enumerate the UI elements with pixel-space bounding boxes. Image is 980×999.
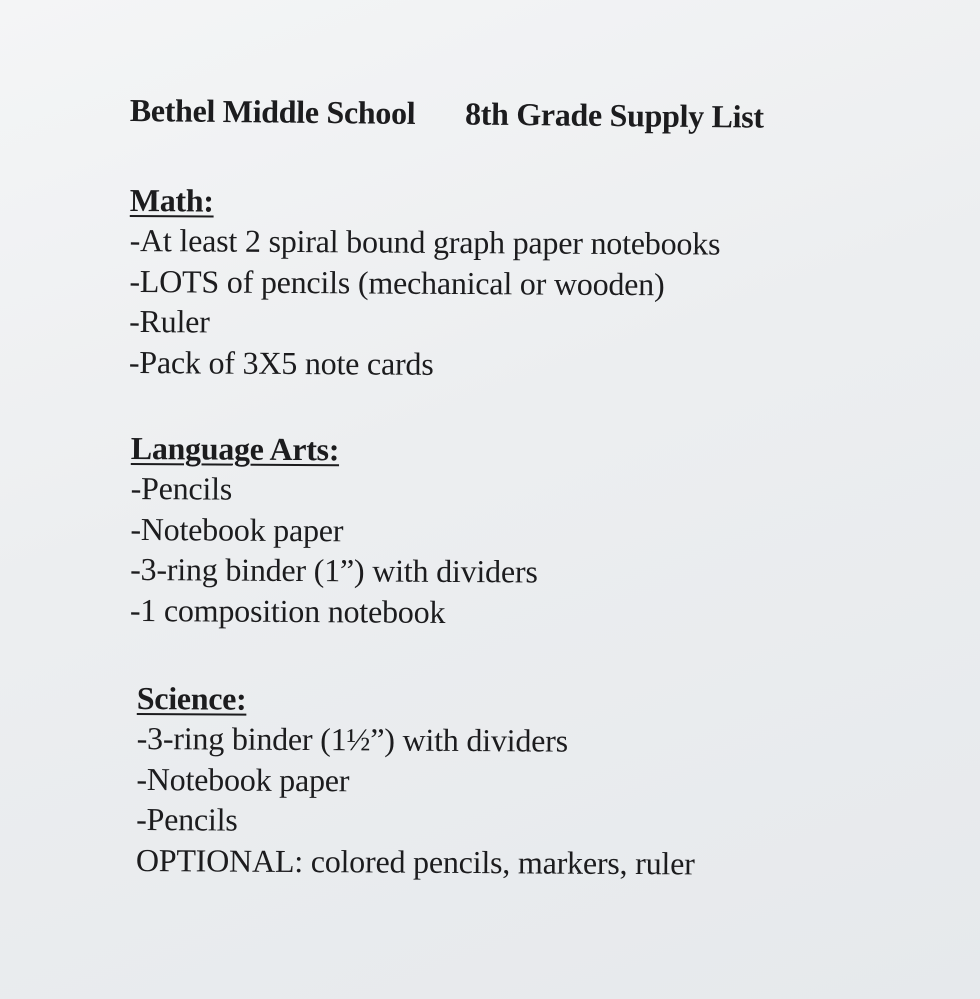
school-name: Bethel Middle School [129,92,416,131]
list-title: 8th Grade Supply List [464,95,764,135]
section-language-arts [130,428,539,632]
list-item: -1 composition notebook [129,591,446,630]
section-science [136,678,696,883]
math-item-list [129,220,721,386]
list-item: -Pack of 3X5 note cards [128,343,434,382]
list-item: -3-ring binder (1”) with dividers [130,550,538,590]
list-item: -3-ring binder (1½”) with dividers [136,719,569,759]
list-item: -Pencils [136,800,238,838]
section-title-language-arts: Language Arts: [130,429,340,468]
list-item: -Notebook paper [136,760,350,798]
list-item: -At least 2 spiral bound graph paper notebooks [129,221,721,262]
list-item: -LOTS of pencils (mechanical or wooden) [129,262,665,302]
language-arts-item-list [130,468,538,632]
section-title-math: Math: [129,181,214,219]
list-item: OPTIONAL: colored pencils, markers, ruler [135,841,695,881]
list-item: -Notebook paper [130,510,344,548]
science-item-list [136,718,696,883]
section-math [129,180,721,386]
section-title-science: Science: [136,679,247,717]
list-item: -Ruler [129,302,210,340]
document-header [130,92,980,138]
list-item: -Pencils [130,469,233,507]
